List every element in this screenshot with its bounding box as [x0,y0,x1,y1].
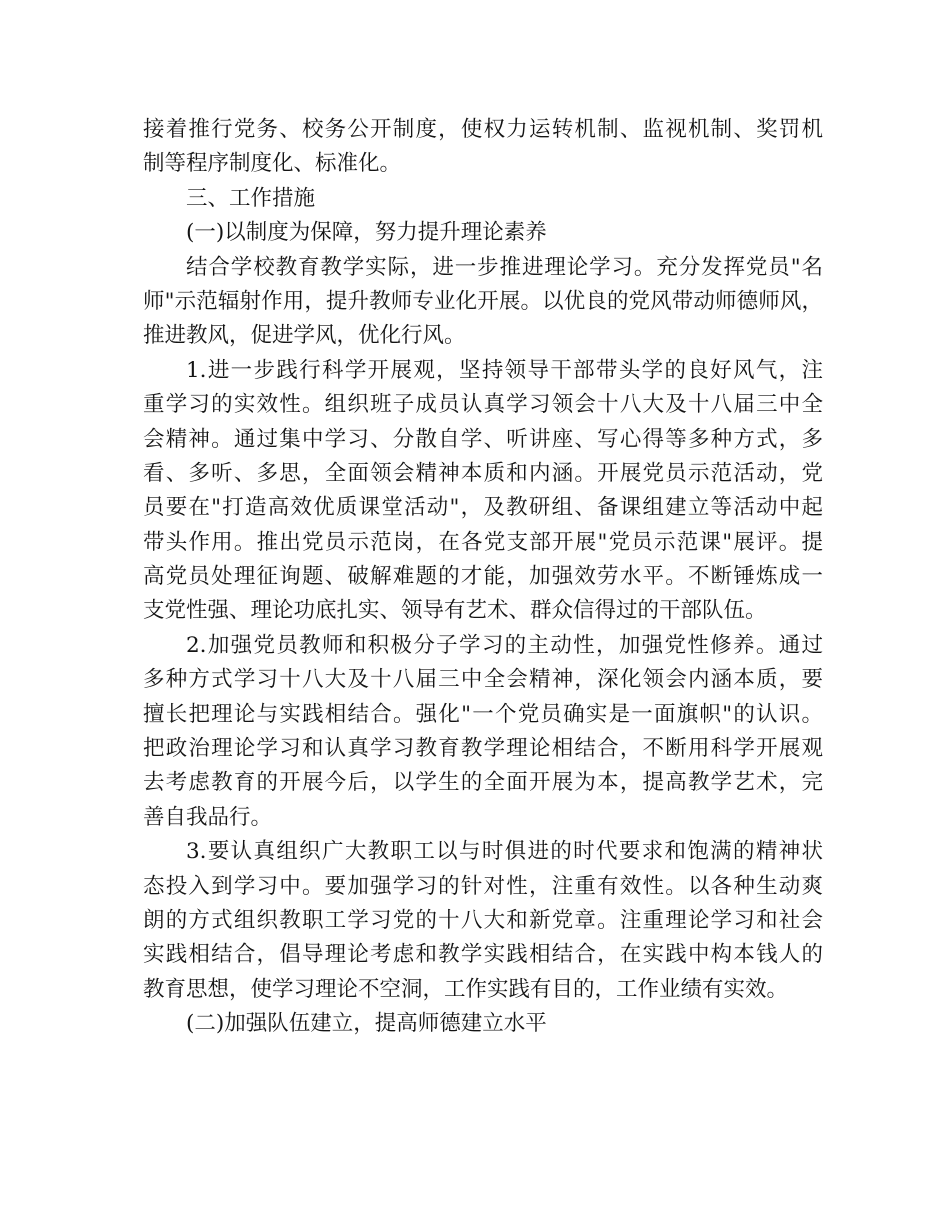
text-line: 多种方式学习十八大及十八届三中全会精神，深化领会内涵本质，要 [143,667,823,693]
text-line: 教育思想，使学习理论不空洞，工作实践有目的，工作业绩有实效。 [143,976,789,1002]
text-line: 员要在"打造高效优质课堂活动"，及教研组、备课组建立等活动中起 [143,495,823,521]
text-line: 支党性强、理论功底扎实、领导有艺术、群众信得过的干部队伍。 [143,598,767,624]
text-line: 擅长把理论与实践相结合。强化"一个党员确实是一面旗帜"的认识。 [143,701,823,727]
text-line: 把政治理论学习和认真学习教育教学理论相结合，不断用科学开展观 [143,736,823,762]
text-line: 2.加强党员教师和积极分子学习的主动性，加强党性修养。通过 [186,632,823,658]
text-line: 重学习的实效性。组织班子成员认真学习领会十八大及十八届三中全 [143,392,823,418]
text-line: 师"示范辐射作用，提升教师专业化开展。以优良的党风带动师德师风， [143,288,823,314]
text-line: 会精神。通过集中学习、分散自学、听讲座、写心得等多种方式，多 [143,426,823,452]
text-line: 推进教风，促进学风，优化行风。 [143,323,466,349]
text-line: 朗的方式组织教职工学习党的十八大和新党章。注重理论学习和社会 [143,907,823,933]
text-line: 态投入到学习中。要加强学习的针对性，注重有效性。以各种生动爽 [143,873,823,899]
text-line: 3.要认真组织广大教职工以与时俱进的时代要求和饱满的精神状 [186,839,823,865]
text-line: 1.进一步践行科学开展观，坚持领导干部带头学的良好风气，注 [186,357,823,383]
text-line: 结合学校教育教学实际，进一步推进理论学习。充分发挥党员"名 [186,254,823,280]
section-heading: 三、工作措施 [186,185,316,211]
text-line: 制等程序制度化、标准化。 [143,151,402,177]
document-page [143,113,823,1042]
text-line: 接着推行党务、校务公开制度，使权力运转机制、监视机制、奖罚机 [143,117,823,142]
text-line: 去考虑教育的开展今后，以学生的全面开展为本，提高教学艺术，完 [143,770,823,796]
text-line: 看、多听、多思，全面领会精神本质和内涵。开展党员示范活动，党 [143,460,823,486]
subsection-heading: (一)以制度为保障，努力提升理论素养 [186,220,547,246]
subsection-heading: (二)加强队伍建立，提高师德建立水平 [186,1011,547,1037]
text-line: 实践相结合，倡导理论考虑和教学实践相结合，在实践中构本钱人的 [143,942,823,968]
text-line: 善自我品行。 [143,804,273,830]
text-line: 带头作用。推出党员示范岗，在各党支部开展"党员示范课"展评。提 [143,529,823,555]
text-line: 高党员处理征询题、破解难题的才能，加强效劳水平。不断锤炼成一 [143,564,823,590]
